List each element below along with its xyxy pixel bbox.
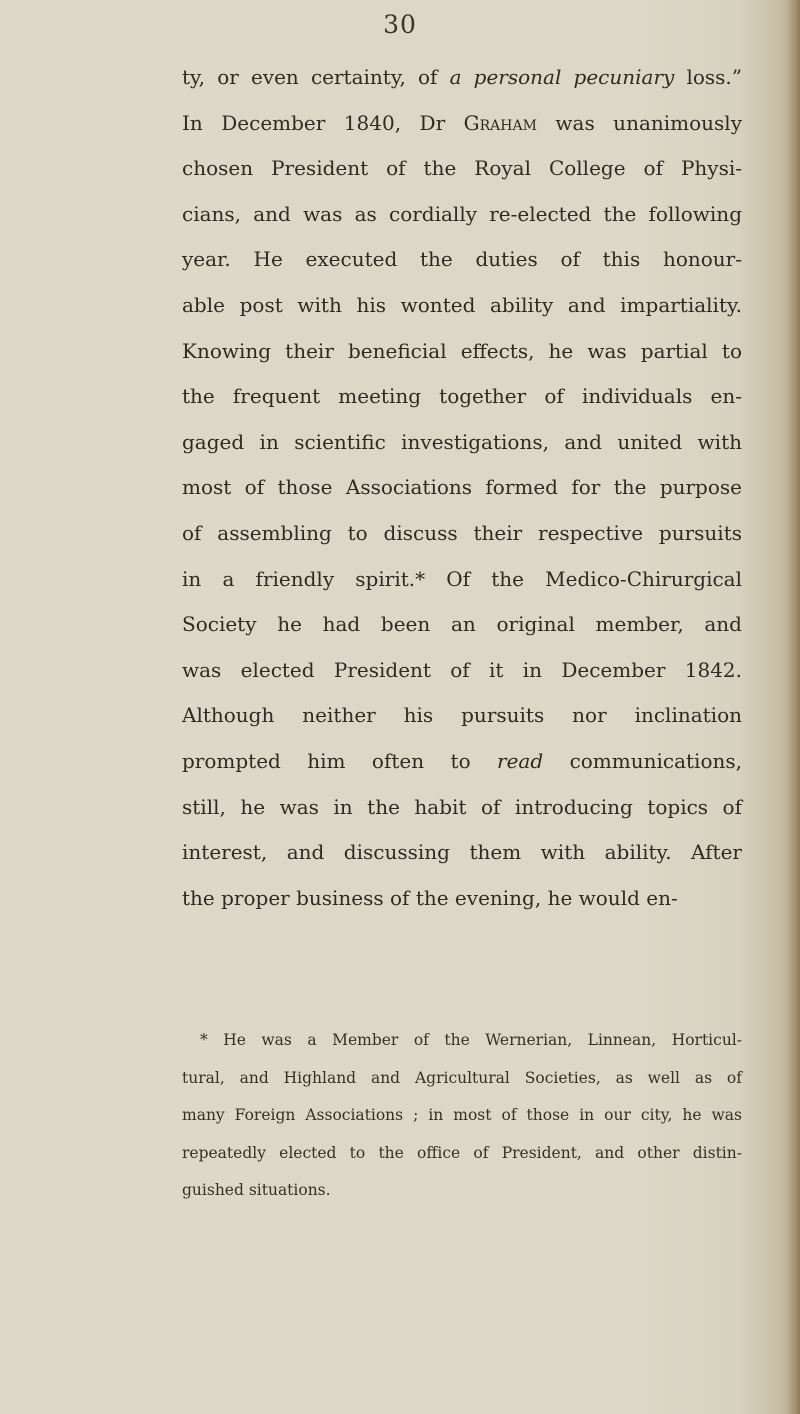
footnote-line: many Foreign Associations ; in most of those in our city, he was: [182, 1106, 742, 1124]
text-line: most of those Associations formed for the purpose: [182, 475, 742, 500]
footnote-line: repeatedly elected to the office of President, and other distin-: [182, 1143, 742, 1162]
text-line: of assembling to discuss their respective pursuits: [182, 520, 742, 545]
text-line: was elected President of it in December 1842.: [182, 657, 742, 682]
text-line: interest, and discussing them with ability. After: [182, 840, 742, 865]
text-line: prompted him often to read communications,: [182, 748, 743, 773]
text-line: able post with his wonted ability and impartiality.: [182, 292, 742, 317]
page-edge-shadow: [786, 0, 800, 1414]
footnote-line: tural, and Highland and Agricultural Societies, as well as of: [182, 1068, 742, 1087]
text-line: In December 1840, Dr Graham was unanimously: [182, 110, 742, 135]
text-line: cians, and was as cordially re-elected the following: [182, 201, 742, 226]
footnote: [182, 1022, 742, 1210]
text-line: gaged in scientific investigations, and united with: [182, 429, 742, 454]
footnote-line: guished situations.: [182, 1181, 331, 1199]
text-line: the frequent meeting together of individuals en-: [182, 384, 742, 409]
footnote-line: * He was a Member of the Wernerian, Linnean, Horticul-: [200, 1031, 742, 1049]
text-line: ty, or even certainty, of a personal pecuniary loss.”: [182, 65, 742, 89]
text-line: Although neither his pursuits nor inclination: [182, 703, 742, 728]
body-text: [182, 55, 742, 921]
text-line: in a friendly spirit.* Of the Medico-Chirurgical: [182, 566, 742, 591]
text-line: the proper business of the evening, he would en-: [182, 885, 678, 910]
text-line: year. He executed the duties of this honour-: [182, 247, 742, 272]
text-line: chosen President of the Royal College of Physi-: [182, 156, 742, 181]
text-line: Knowing their beneficial effects, he was partial to: [182, 338, 742, 363]
text-line: still, he was in the habit of introducing topics of: [182, 794, 742, 819]
text-line: Society he had been an original member, and: [182, 612, 742, 637]
page-number: 30: [383, 10, 417, 39]
